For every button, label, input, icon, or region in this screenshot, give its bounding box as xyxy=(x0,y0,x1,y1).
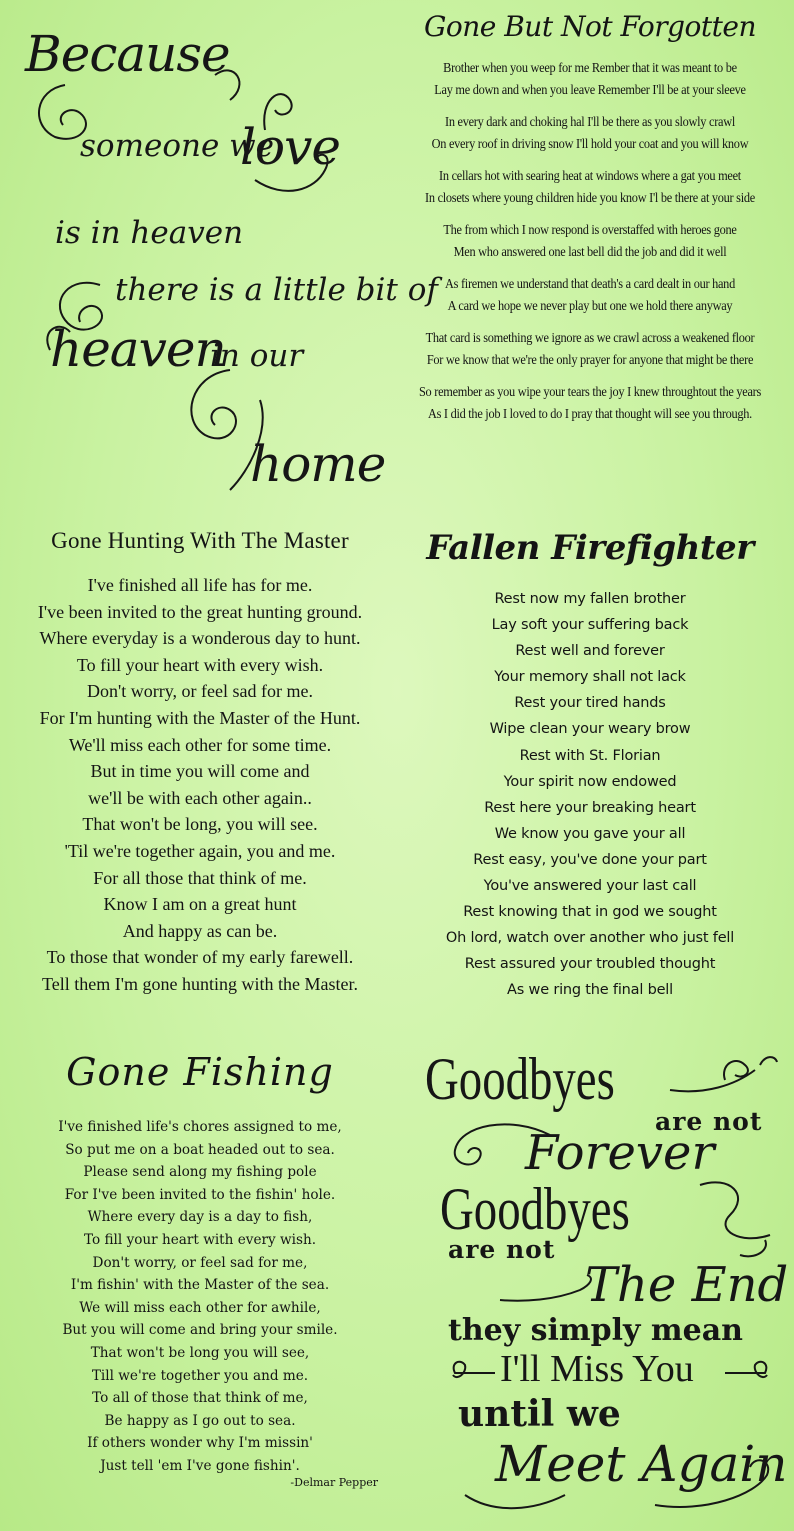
fishing-line: I've finished life's chores assigned to me, xyxy=(58,1119,342,1135)
are-not-text-1: are not xyxy=(655,1107,763,1136)
fishing-title: Gone Fishing xyxy=(66,1050,334,1094)
hunting-line: Tell them I'm gone hunting with the Master. xyxy=(42,973,358,994)
gbnf-stanza xyxy=(395,327,785,371)
fallen-firefighter-panel xyxy=(395,528,785,1038)
fishing-line: Please send along my fishing pole xyxy=(83,1164,317,1181)
firefighter-line: You've answered your last call xyxy=(483,878,697,895)
gbnf-line: In closets where young children hide you know I'l be there at your side xyxy=(425,190,755,205)
is-in-heaven-text: is in heaven xyxy=(55,215,244,251)
gbnf-line: In every dark and choking hal I'll be there as you slowly crawl xyxy=(444,114,735,129)
gbnf-stanza xyxy=(395,165,785,209)
gone-hunting-panel xyxy=(10,528,390,1038)
right-fleur-icon xyxy=(720,1353,780,1393)
ill-miss-you-text: I'll Miss You xyxy=(500,1348,694,1390)
gbnf-line: In cellars hot with searing heat at windows where a gat you meet xyxy=(439,168,741,183)
gone-fishing-panel xyxy=(10,1050,390,1525)
the-end-word: The End xyxy=(585,1257,789,1313)
someone-we-text: someone we xyxy=(80,128,275,164)
fishing-line: For I've been invited to the fishin' hole. xyxy=(64,1186,336,1203)
gbnf-line: So remember as you wipe your tears the joy I knew throughtout the years xyxy=(418,384,762,399)
left-fleur-icon xyxy=(445,1353,500,1393)
fishing-line: To fill your heart with every wish. xyxy=(83,1231,317,1248)
fishing-line: Be happy as I go out to sea. xyxy=(104,1412,296,1429)
firefighter-line: Rest here your breaking heart xyxy=(484,799,696,816)
gbnf-stanzas xyxy=(395,57,785,425)
fishing-line: Till we're together you and me. xyxy=(91,1367,309,1384)
gbnf-stanza xyxy=(395,57,785,101)
hunting-line: That won't be long, you will see. xyxy=(82,814,318,835)
fishing-line: Where every day is a day to fish, xyxy=(87,1209,313,1226)
fishing-author: -Delmar Pepper xyxy=(290,1475,378,1489)
firefighter-line: Your memory shall not lack xyxy=(494,669,686,686)
firefighter-line: Rest well and forever xyxy=(515,643,665,660)
hunting-line: Where everyday is a wonderous day to hunt. xyxy=(39,628,361,649)
fishing-line: We will miss each other for awhile, xyxy=(79,1299,321,1316)
gbnf-stanza xyxy=(395,381,785,425)
goodbyes-word-1: Goodbyes xyxy=(425,1046,615,1112)
home-word: home xyxy=(250,435,386,493)
fishing-line: To all of those that think of me, xyxy=(92,1390,308,1407)
firefighter-title: Fallen Firefighter xyxy=(426,528,754,568)
firefighter-line: Rest with St. Florian xyxy=(519,747,661,764)
firefighter-line: We know you gave your all xyxy=(494,825,686,842)
firefighter-line: Lay soft your suffering back xyxy=(491,617,689,634)
hunting-title: Gone Hunting With The Master xyxy=(51,528,349,553)
until-we-text: until we xyxy=(458,1393,621,1435)
hunting-line: For all those that think of me. xyxy=(93,867,307,888)
goodbyes-word-2: Goodbyes xyxy=(440,1176,630,1242)
gone-but-not-forgotten-panel xyxy=(395,10,785,510)
gbnf-line: Lay me down and when you leave Remember I'll be at your sleeve xyxy=(434,82,746,97)
fishing-line: But you will come and bring your smile. xyxy=(62,1322,338,1339)
firefighter-line: Rest knowing that in god we sought xyxy=(463,904,717,921)
heaven-word: heaven xyxy=(50,320,226,378)
gbnf-line: For we know that we're the only prayer for anyone that might be there xyxy=(426,352,754,367)
hunting-lines xyxy=(10,572,390,998)
goodbyes-flourish-icon xyxy=(680,1175,780,1265)
gbnf-line: Brother when you weep for me Rember that it was meant to be xyxy=(443,60,737,75)
hunting-line: We'll miss each other for some time. xyxy=(68,734,332,755)
little-bit-text: there is a little bit of xyxy=(115,272,438,308)
hunting-line: But in time you will come and xyxy=(90,761,310,782)
gbnf-line: Men who answered one last bell did the job and did it well xyxy=(453,244,727,259)
fishing-lines xyxy=(10,1116,390,1478)
love-flourish-icon xyxy=(225,80,345,230)
gbnf-line: As firemen we understand that death's a card dealt in our hand xyxy=(445,276,735,291)
hunting-line: I've finished all life has for me. xyxy=(87,575,313,595)
hunting-line: Don't worry, or feel sad for me. xyxy=(86,681,313,702)
hunting-line: Know I am on a great hunt xyxy=(103,894,297,915)
firefighter-line: Wipe clean your weary brow xyxy=(489,721,691,738)
firefighter-line: Rest now my fallen brother xyxy=(494,591,686,607)
leaf-flourish-icon xyxy=(665,1050,780,1100)
firefighter-line: As we ring the final bell xyxy=(507,982,673,999)
firefighter-line: Your spirit now endowed xyxy=(503,773,677,790)
forever-word: Forever xyxy=(525,1125,715,1181)
are-not-text-2: are not xyxy=(448,1235,556,1264)
fishing-line: So put me on a boat headed out to sea. xyxy=(65,1141,335,1158)
fishing-line: That won't be long you will see, xyxy=(90,1344,310,1361)
fishing-line: If others wonder why I'm missin' xyxy=(87,1435,313,1452)
love-word: love xyxy=(240,118,340,176)
meet-again-word: Meet Again xyxy=(495,1435,788,1493)
gbnf-stanza xyxy=(395,273,785,317)
they-simply-mean-text: they simply mean xyxy=(448,1313,743,1348)
goodbyes-panel xyxy=(400,1045,789,1525)
in-our-text: in our xyxy=(210,338,304,374)
gbnf-line: The from which I now respond is overstaffed with heroes gone xyxy=(443,222,737,237)
hunting-line: For I'm hunting with the Master of the Hunt. xyxy=(39,707,361,728)
firefighter-line: Rest assured your troubled thought xyxy=(464,956,716,973)
hunting-line: we'll be with each other again.. xyxy=(88,787,312,808)
fishing-line: Don't worry, or feel sad for me, xyxy=(92,1254,308,1271)
gbnf-line: A card we hope we never play but one we hold there anyway xyxy=(447,298,733,313)
gbnf-line: On every roof in driving snow I'll hold your coat and you will know xyxy=(431,136,749,151)
gbnf-title: Gone But Not Forgotten xyxy=(423,10,757,43)
firefighter-line: Rest your tired hands xyxy=(514,695,666,712)
gbnf-line: As I did the job I loved to do I pray that thought will see you through. xyxy=(427,406,752,421)
fishing-line: I'm fishin' with the Master of the sea. xyxy=(70,1277,330,1294)
firefighter-line: Rest easy, you've done your part xyxy=(473,851,707,868)
hunting-line: To fill your heart with every wish. xyxy=(76,654,324,675)
gbnf-stanza xyxy=(395,219,785,263)
because-panel xyxy=(10,10,438,510)
firefighter-line: Oh lord, watch over another who just fell xyxy=(445,930,735,947)
gbnf-line: That card is something we ignore as we crawl across a weakened floor xyxy=(425,330,755,345)
hunting-line: 'Til we're together again, you and me. xyxy=(64,840,336,861)
because-word: Because xyxy=(25,25,230,83)
hunting-line: I've been invited to the great hunting ground. xyxy=(37,601,363,622)
firefighter-lines xyxy=(395,586,785,1004)
hunting-line: To those that wonder of my early farewell. xyxy=(46,947,354,968)
hunting-line: And happy as can be. xyxy=(122,920,278,941)
gbnf-stanza xyxy=(395,111,785,155)
fishing-line: Just tell 'em I've gone fishin'. xyxy=(100,1457,300,1474)
